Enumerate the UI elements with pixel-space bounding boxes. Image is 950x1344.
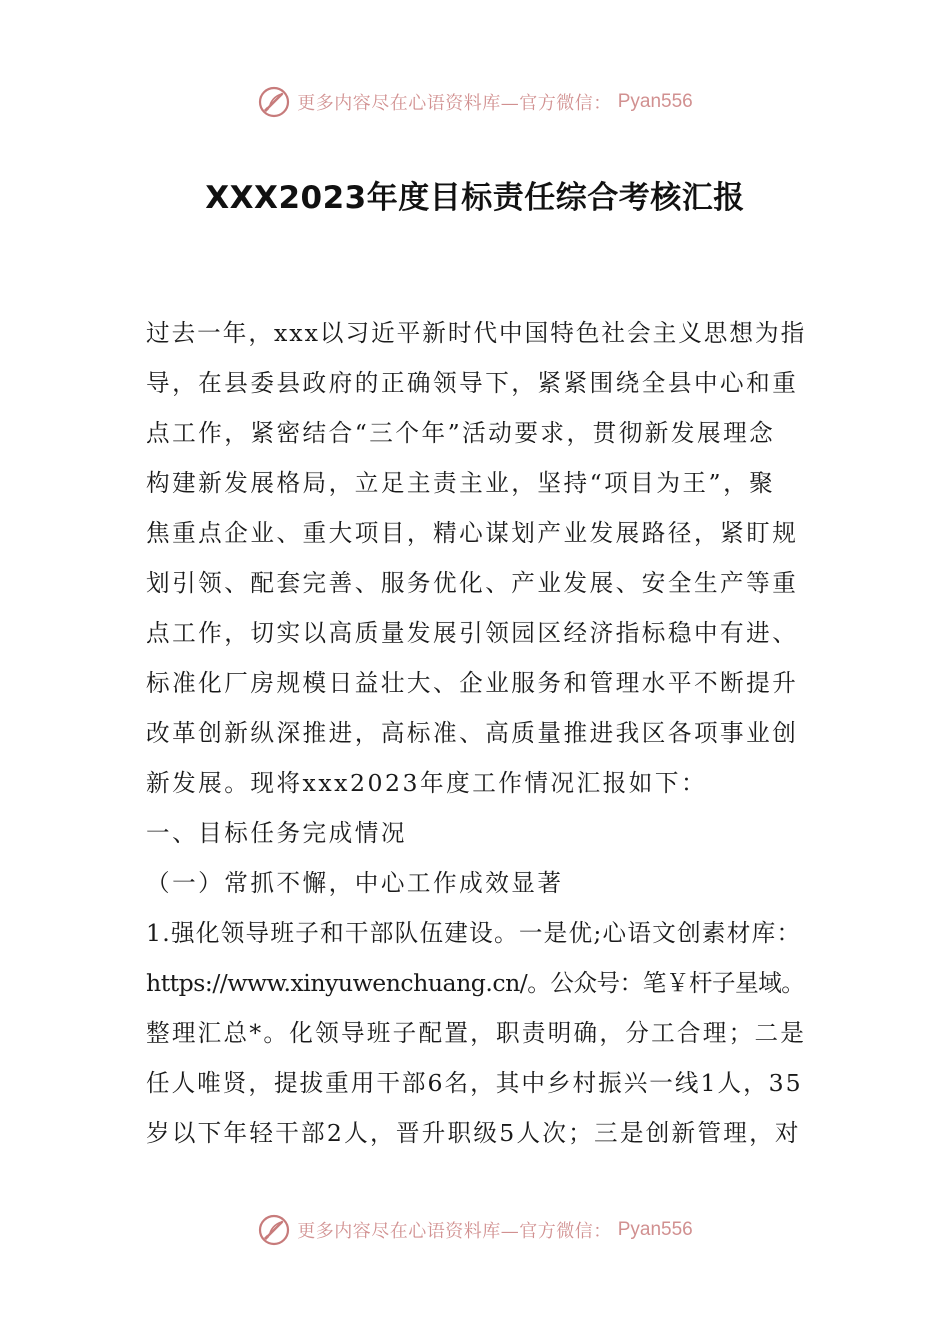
body-line: 1.强化领导班子和干部队伍建设。一是优;心语文创素材库： — [146, 919, 802, 947]
subsection-heading: （一）常抓不懈，中心工作成效显著 — [146, 869, 564, 897]
quill-logo-icon — [257, 1213, 291, 1247]
body-line: 导，在县委县政府的正确领导下，紧紧围绕全县中心和重 — [146, 369, 799, 397]
body-line: 点工作，切实以高质量发展引领园区经济指标稳中有进、 — [146, 619, 799, 647]
document-title: XXX2023年度目标责任综合考核汇报 — [205, 180, 745, 216]
watermark-id: Pyan556 — [617, 1219, 693, 1240]
watermark-footer — [0, 1210, 950, 1250]
body-line: 整理汇总*。化领导班子配置，职责明确，分工合理；二是 — [146, 1019, 807, 1047]
body-line: 点工作，紧密结合“三个年”活动要求，贯彻新发展理念 — [146, 419, 776, 447]
body-line: 构建新发展格局，立足主责主业，坚持“项目为王”，聚 — [146, 469, 776, 497]
watermark-text: 更多内容尽在心语资料库—官方微信： — [297, 1221, 612, 1242]
watermark-text: 更多内容尽在心语资料库—官方微信： — [297, 93, 612, 114]
body-line: 过去一年，xxx以习近平新时代中国特色社会主义思想为指 — [146, 319, 807, 347]
body-line: 标准化厂房规模日益壮大、企业服务和管理水平不断提升 — [146, 669, 799, 697]
section-heading: 一、目标任务完成情况 — [146, 819, 407, 847]
body-line: 任人唯贤，提拔重用干部6名，其中乡村振兴一线1人，35 — [146, 1069, 803, 1097]
body-line: 焦重点企业、重大项目，精心谋划产业发展路径，紧盯规 — [146, 519, 799, 547]
body-line: 岁以下年轻干部2人，晋升职级5人次；三是创新管理，对 — [146, 1119, 801, 1147]
body-line-url: https://www.xinyuwenchuang.cn/。公众号：笔￥杆子星域。 — [146, 969, 805, 997]
quill-logo-icon — [257, 85, 291, 119]
body-line: 划引领、配套完善、服务优化、产业发展、安全生产等重 — [146, 569, 799, 597]
document-body — [146, 308, 806, 1158]
body-line: 改革创新纵深推进，高标准、高质量推进我区各项事业创 — [146, 719, 799, 747]
watermark-id: Pyan556 — [617, 91, 693, 112]
body-line: 新发展。现将xxx2023年度工作情况汇报如下： — [146, 769, 708, 797]
watermark-header — [0, 82, 950, 122]
